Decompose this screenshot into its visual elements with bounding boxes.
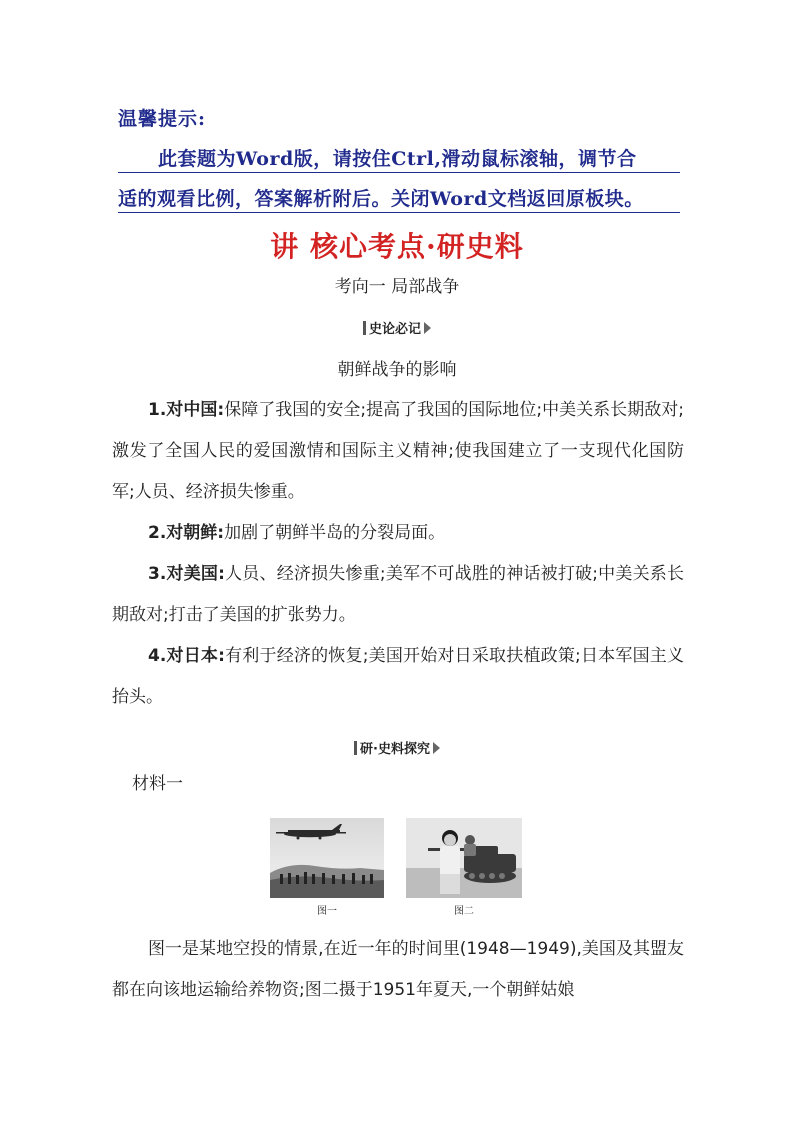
material-label: 材料一	[132, 774, 183, 794]
point-label: 3.对美国:	[148, 564, 225, 584]
tag-bar-icon	[354, 741, 357, 755]
tag-arrow-icon	[433, 742, 440, 754]
point-3	[112, 554, 684, 636]
tag-arrow-icon	[424, 322, 431, 334]
figure-1	[270, 818, 384, 917]
figure-caption: 图二	[454, 906, 474, 917]
point-text: 保障了我国的安全;提高了我国的国际地位;中美关系长期敌对;激发了全国人民的爱国激情和国际主义精神;使我国建立了一支现代化国防军;人员、经济损失惨重。	[112, 400, 685, 502]
main-title: 讲 核心考点·研史料	[270, 230, 524, 263]
figure-2	[406, 818, 522, 917]
airlift-photo	[270, 818, 384, 898]
point-label: 2.对朝鲜:	[148, 523, 225, 543]
section-subtitle: 考向一 局部战争	[334, 277, 460, 297]
tag-bar-icon	[363, 321, 366, 335]
point-label: 4.对日本:	[148, 646, 225, 666]
point-text: 加剧了朝鲜半岛的分裂局面。	[224, 523, 446, 543]
material-label-row	[112, 764, 684, 805]
korean-girl-photo	[406, 818, 522, 898]
point-text: 有利于经济的恢复;美国开始对日采取扶植政策;日本军国主义抬头。	[112, 646, 684, 707]
point-1	[112, 390, 684, 513]
topic-heading: 朝鲜战争的影响	[337, 360, 457, 380]
material-paragraph: 图一是某地空投的情景,在近一年的时间里(1948—1949),美国及其盟友都在向该地运输给养物资;图二摄于1951年夏天,一个朝鲜姑娘	[112, 939, 684, 1000]
section-tag-yanjiu	[0, 738, 794, 759]
material-text	[112, 929, 684, 1011]
figures-row	[270, 818, 530, 918]
point-text: 人员、经济损失惨重;美军不可战胜的神话被打破;中美关系长期敌对;打击了美国的扩张势力。	[112, 564, 684, 625]
point-label: 1.对中国:	[148, 400, 225, 420]
section-tag-label: 研·史料探究	[360, 742, 430, 757]
section-tag-label: 史论必记	[368, 322, 421, 337]
section-tag-shilun	[0, 318, 794, 339]
notice-line-2: 适的观看比例，答案解析附后。关闭Word文档返回原板块。	[118, 186, 680, 213]
point-4	[112, 636, 684, 718]
figure-caption: 图一	[317, 906, 337, 917]
notice-title: 温馨提示:	[118, 108, 207, 130]
point-2	[112, 513, 684, 554]
notice-line-1: 此套题为Word版，请按住Ctrl,滑动鼠标滚轴，调节合	[118, 146, 680, 173]
